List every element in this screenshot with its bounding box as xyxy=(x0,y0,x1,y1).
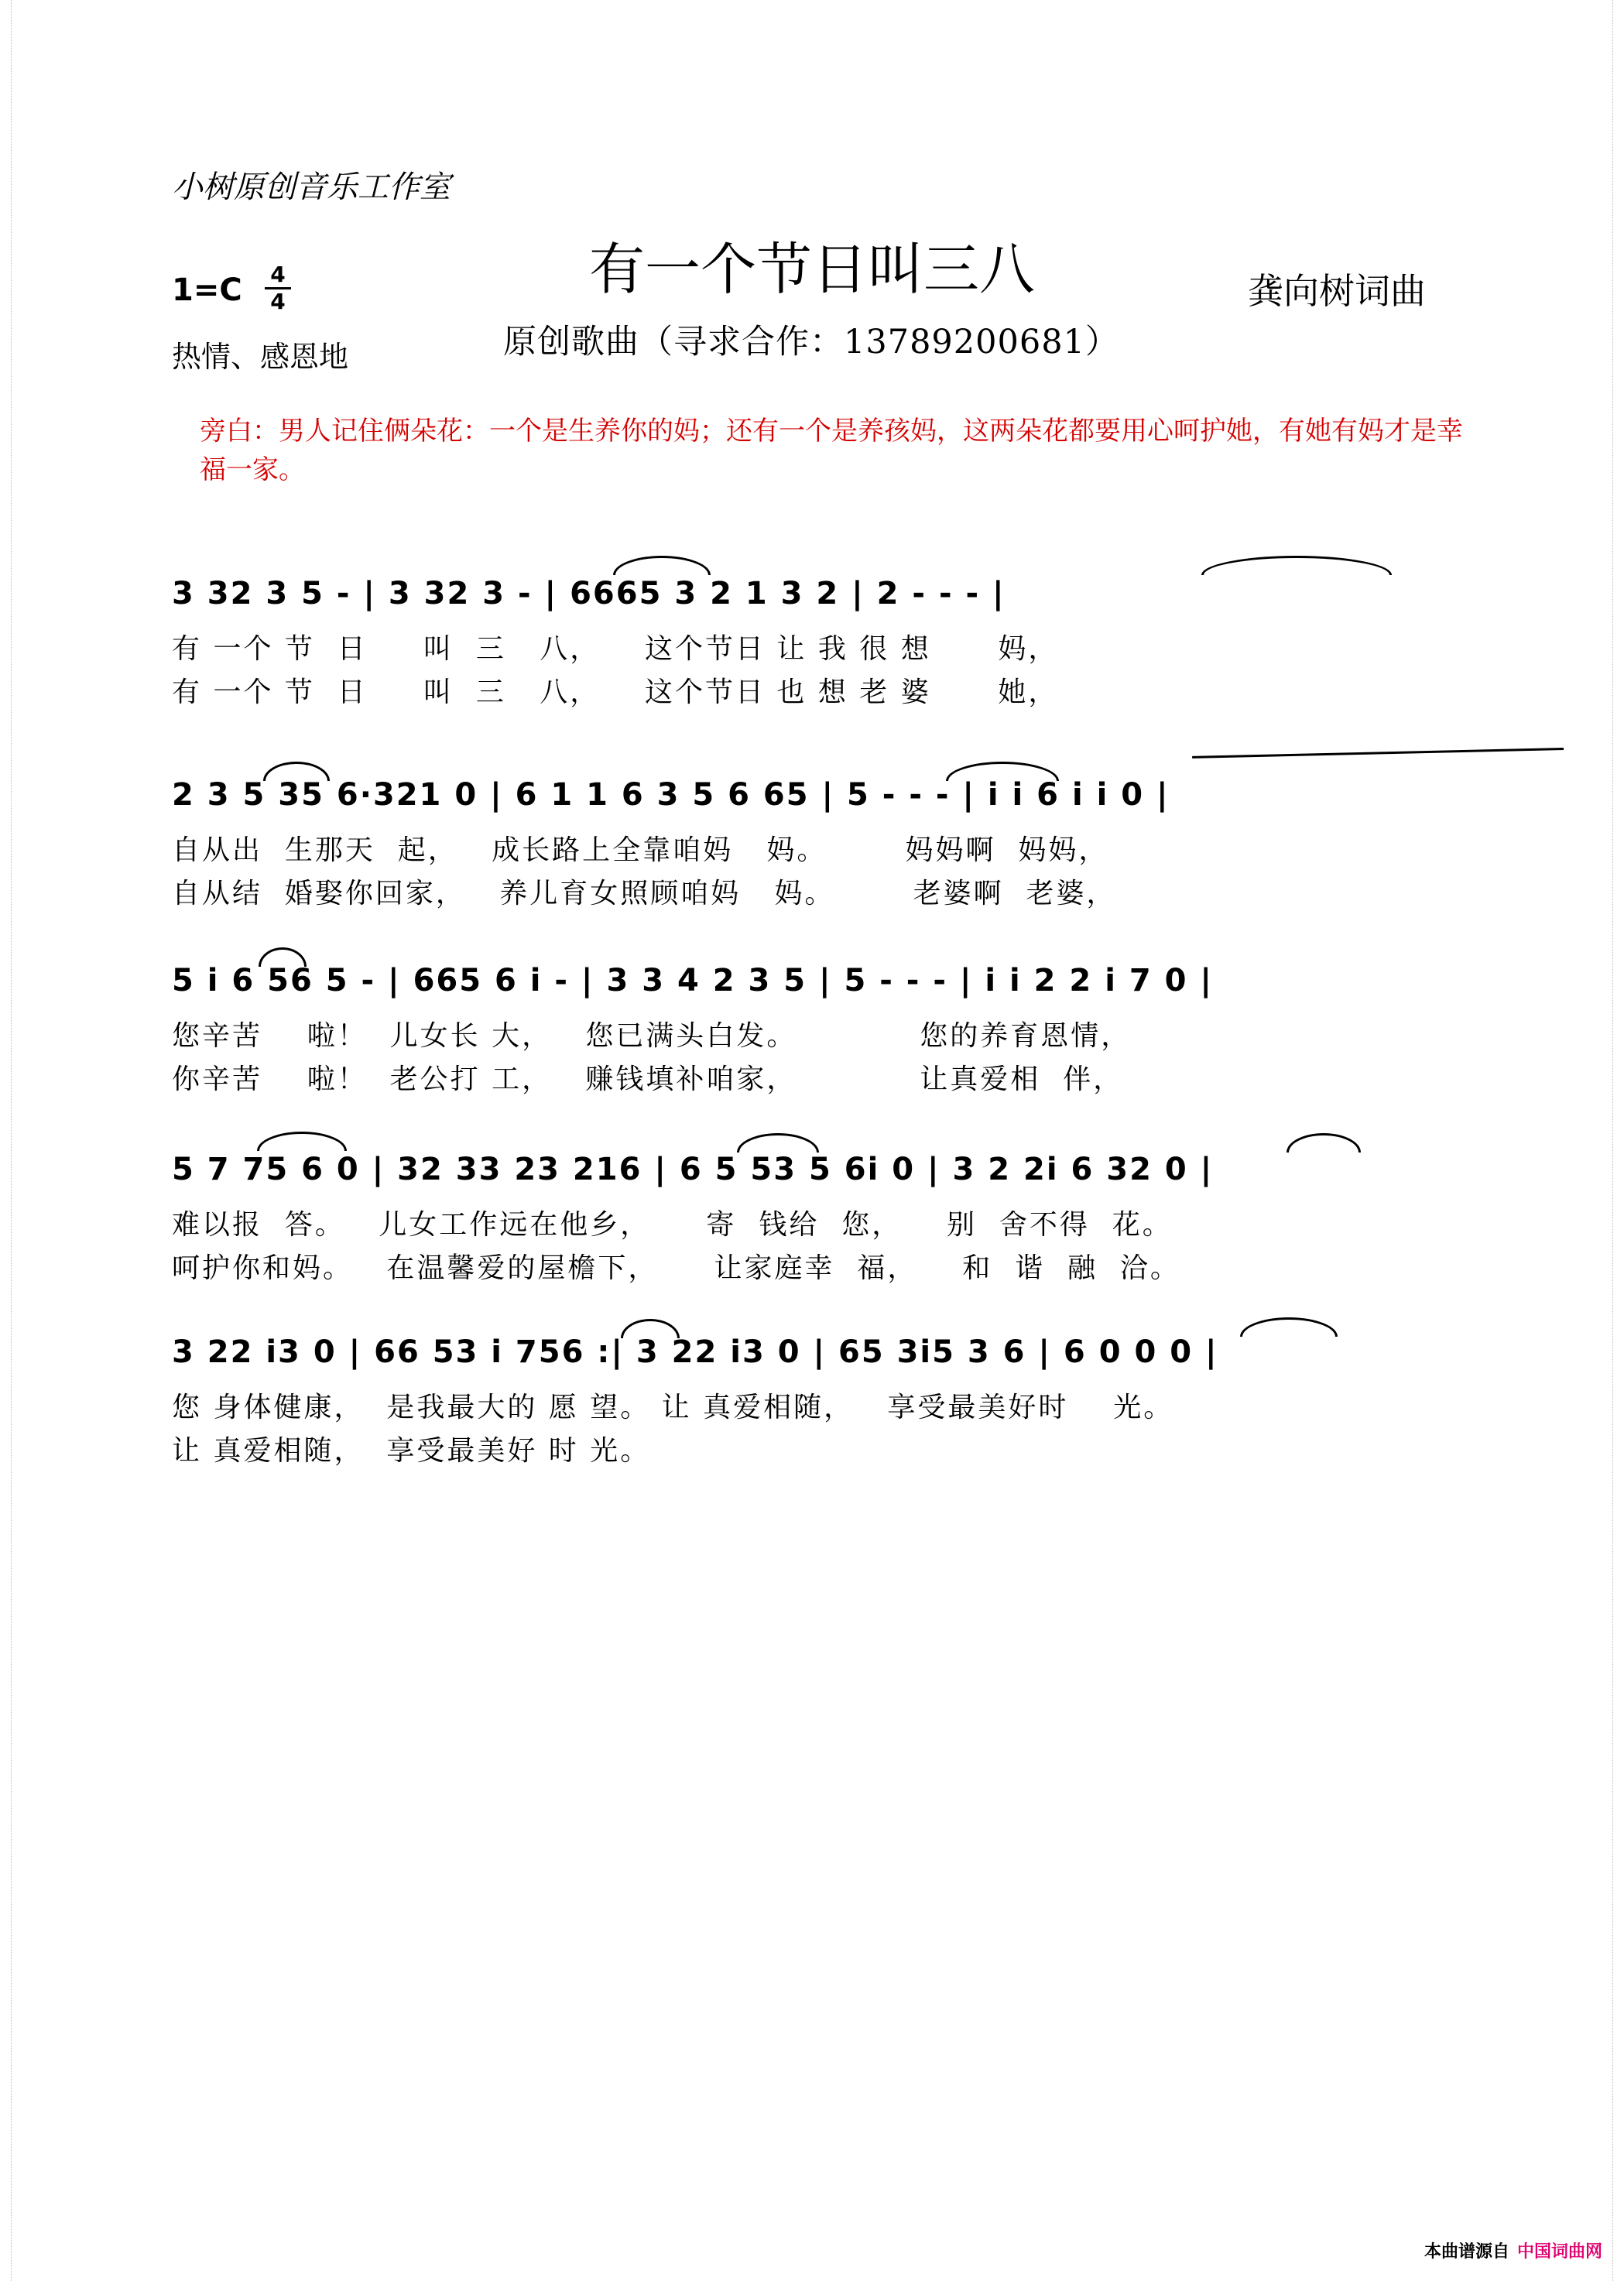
lyric-line-2: 有 一个 节 日 叫 三 八， 这个节日 也 想 老 婆 她， xyxy=(172,676,1059,708)
slur xyxy=(737,1133,819,1152)
author: 龚向树词曲 xyxy=(1248,270,1426,312)
lyric-line-2: 自从结 婚娶你回家， 养儿育女照顾咱妈 妈。 老婆啊 老婆， xyxy=(172,878,1117,909)
slur xyxy=(1201,556,1392,575)
slur xyxy=(621,1319,680,1338)
lyric-line-2: 你辛苦 啦！ 老公打 工， 赚钱填补咱家， 让真爱相 伴， xyxy=(172,1063,1124,1095)
time-signature-top: 4 xyxy=(270,262,286,287)
slur xyxy=(263,762,330,781)
mood-marking: 热情、感恩地 xyxy=(172,340,349,374)
time-signature-bottom: 4 xyxy=(270,289,286,314)
decrescendo-line xyxy=(1192,748,1564,759)
footer-source: 本曲谱源自 xyxy=(1424,2242,1509,2262)
notes-line: 2 3 5 35 6·321 0 | 6 1 1 6 3 5 6 65 | 5 - - - | i i 6 i i 0 | xyxy=(172,777,1170,813)
key-signature: 1=C xyxy=(172,272,242,308)
footer-credit xyxy=(1424,2238,1602,2262)
lyric-line-2: 呵护你和妈。 在温馨爱的屋檐下， 让家庭幸 福， 和 谐 融 洽。 xyxy=(172,1252,1180,1284)
page-edge-left xyxy=(0,0,12,2281)
notes-line: 3 22 i3 0 | 66 53 i 756 :| 3 22 i3 0 | 65 3i5 3 6 | 6 0 0 0 | xyxy=(172,1334,1218,1370)
time-signature xyxy=(265,263,291,313)
slur xyxy=(259,947,307,967)
narration: 旁白：男人记住俩朵花：一个是生养你的妈；还有一个是养孩妈，这两朵花都要用心呵护她，有她有妈才是幸福一家。 xyxy=(200,416,1463,485)
slur xyxy=(613,556,711,575)
notes-line: 3 32 3 5 - | 3 32 3 - | 6665 3 2 1 3 2 | 2 - - - | xyxy=(172,576,1006,611)
subtitle: 原创歌曲（寻求合作：13789200681） xyxy=(503,323,1119,361)
notes-line: 5 7 75 6 0 | 32 33 23 216 | 6 5 53 5 6i 0 | 3 2 2i 6 32 0 | xyxy=(172,1152,1214,1187)
lyric-line-2: 让 真爱相随， 享受最美好 时 光。 xyxy=(172,1435,651,1467)
slur xyxy=(1287,1133,1361,1152)
lyric-line-1: 难以报 答。 儿女工作远在他乡， 寄 钱给 您， 别 舍不得 花。 xyxy=(172,1209,1173,1241)
slur xyxy=(946,762,1059,781)
slur xyxy=(1240,1317,1338,1337)
slur xyxy=(257,1132,347,1151)
page-edge-right xyxy=(1612,0,1624,2281)
notes-line: 5 i 6 56 5 - | 665 6 i - | 3 3 4 2 3 5 | 5 - - - | i i 2 2 i 7 0 | xyxy=(172,963,1213,998)
lyric-line-1: 自从出 生那天 起， 成长路上全靠咱妈 妈。 妈妈啊 妈妈， xyxy=(172,834,1109,866)
lyric-line-1: 您 身体健康， 是我最大的 愿 望。 让 真爱相随， 享受最美好时 光。 xyxy=(172,1392,1174,1423)
studio-name: 小树原创音乐工作室 xyxy=(172,170,451,205)
lyric-line-1: 有 一个 节 日 叫 三 八， 这个节日 让 我 很 想 妈， xyxy=(172,633,1059,665)
song-title: 有一个节日叫三八 xyxy=(588,237,1035,302)
lyric-line-1: 您辛苦 啦！ 儿女长 大， 您已满头白发。 您的养育恩情， xyxy=(172,1020,1132,1052)
footer-site: 中国词曲网 xyxy=(1516,2242,1602,2262)
